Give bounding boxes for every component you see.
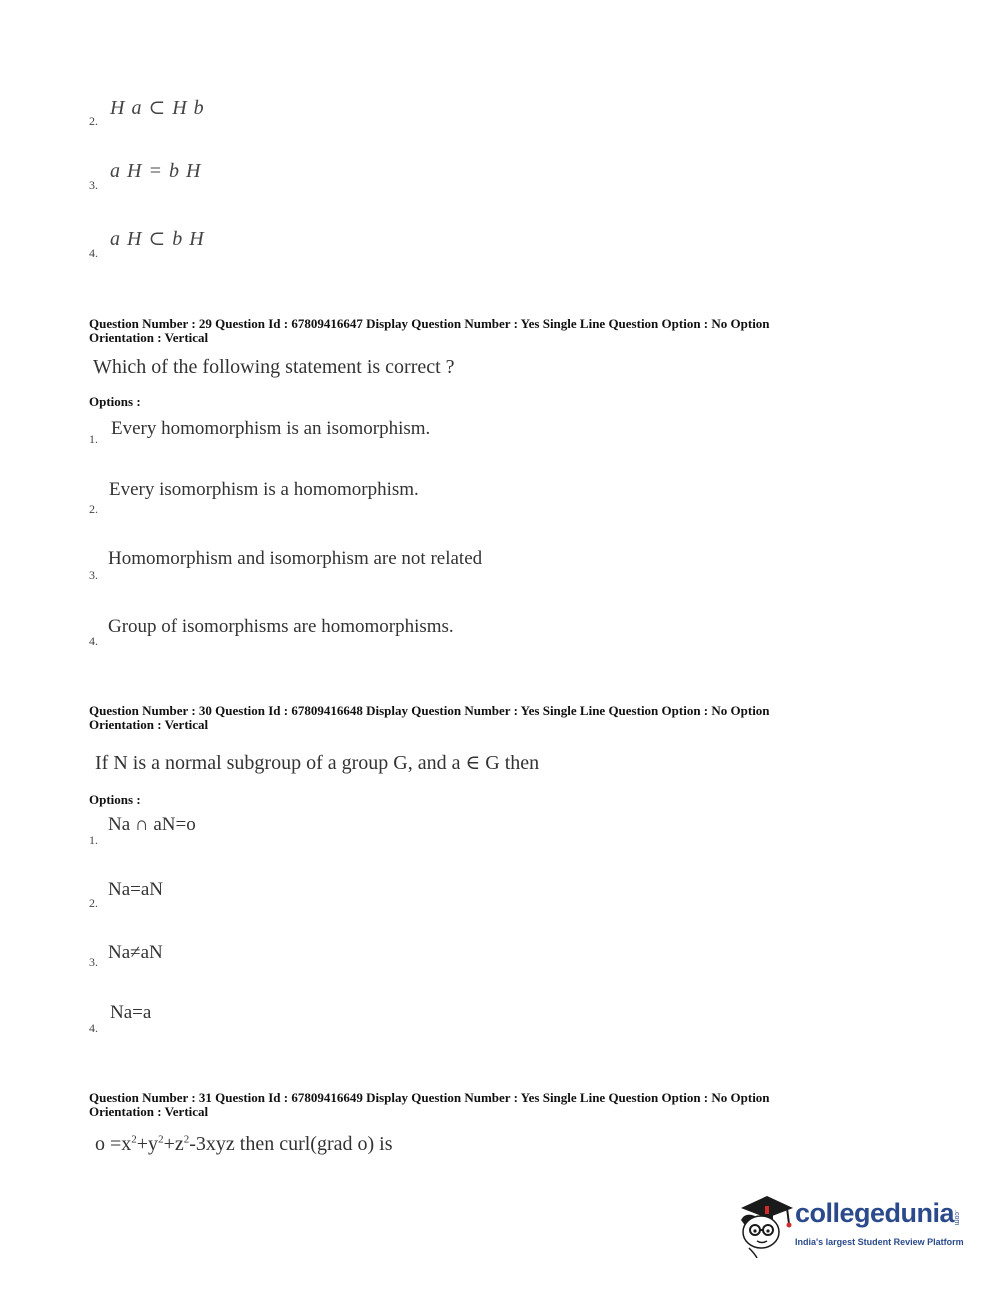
q29-meta-line1: Question Number : 29 Question Id : 67809416647 Display Question Number : Yes Single Line Question Option : No Option [89,316,770,331]
option-text: a H ⊂ b H [110,228,205,250]
option-number: 4. [89,246,98,260]
q30-question: If N is a normal subgroup of a group G, and a ∈ G then [95,752,540,774]
q30-option-3-number: 3. [89,955,98,969]
q30-option-4-number: 4. [89,1021,98,1035]
option-number: 2. [89,114,98,128]
option-text: a H = b H [110,160,202,182]
cut-off-text-fragment [89,1184,119,1188]
q30-meta-line1: Question Number : 30 Question Id : 67809416648 Display Question Number : Yes Single Line Question Option : No Option [89,703,770,718]
q30-meta [89,704,879,732]
q29-options-label: Options : [89,394,141,409]
q29-option-3-text: Homomorphism and isomorphism are not related [108,548,483,569]
q29-meta [89,317,879,345]
q30-option-2-text: Na=aN [108,879,164,900]
logo-com: .com [953,1210,960,1226]
option-text: H a ⊂ H b [110,97,205,119]
q31-question-sup: 2 [131,1133,137,1146]
q29-option-2-number: 2. [89,502,98,516]
q29-option-1-number: 1. [89,432,98,446]
q30-option-1-number: 1. [89,833,98,847]
q30-option-3-text: Na≠aN [108,942,163,963]
q29-meta-line2: Orientation : Vertical [89,330,209,345]
q29-option-2-text: Every isomorphism is a homomorphism. [109,479,419,500]
q29-option-3-number: 3. [89,568,98,582]
logo-tagline: India's largest Student Review Platform [795,1237,964,1247]
option-number: 3. [89,178,98,192]
q31-meta [89,1091,879,1119]
q31-question-sup: 2 [183,1133,190,1146]
q30-meta-line2: Orientation : Vertical [89,717,209,732]
q30-options-label: Options : [89,792,141,807]
q31-question-part: -3xyz then curl(grad o) is [189,1133,393,1155]
q30-option-1-text: Na ∩ aN=o [108,814,196,835]
q29-option-1-text: Every homomorphism is an isomorphism. [111,418,431,439]
logo-wordmark: collegedunia [795,1198,955,1228]
collegedunia-logo [735,1188,965,1258]
q31-question-sup: 2 [158,1133,164,1146]
q31-question-part: +z [163,1133,184,1155]
q29-option-4-text: Group of isomorphisms are homomorphisms. [108,616,454,637]
mascot-icon [735,1188,795,1258]
q31-question-part: +y [136,1133,159,1155]
q31-meta-line1: Question Number : 31 Question Id : 67809416649 Display Question Number : Yes Single Line Question Option : No Option [89,1090,770,1105]
q31-question-part: o =x [95,1133,132,1155]
q31-meta-line2: Orientation : Vertical [89,1104,209,1119]
q30-option-4-text: Na=a [110,1002,152,1023]
q29-question: Which of the following statement is correct ? [93,356,455,378]
q31-question [95,1133,392,1156]
q29-option-4-number: 4. [89,634,98,648]
q30-option-2-number: 2. [89,896,98,910]
